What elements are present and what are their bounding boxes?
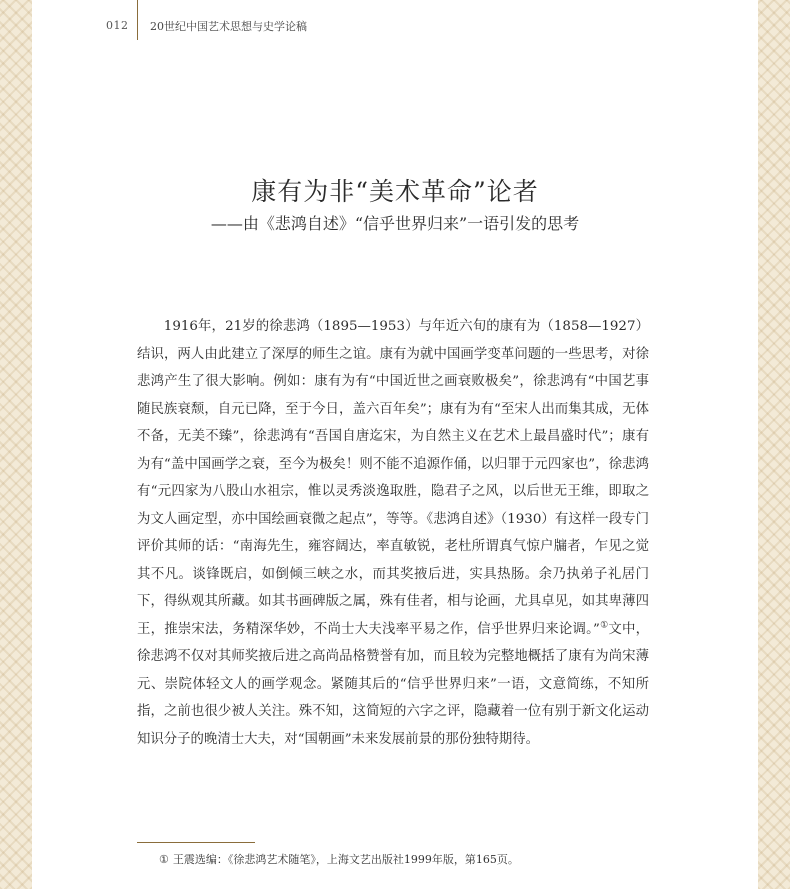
body-paragraph: [137, 313, 649, 753]
footnote-marker: ①: [159, 853, 169, 866]
article-body: [137, 313, 649, 753]
body-text-part1: 1916年，21岁的徐悲鸿（1895—1953）与年近六旬的康有为（1858—1927）结识，两人由此建立了深厚的师生之谊。康有为就中国画学变革问题的一些思考，对徐悲鸿产生了很大影响。例如：康有为有“中国近世之画衰败极矣”，徐悲鸿有“中国艺事随民族衰颓，自元已降，至于今日，盖六百年矣”；康有为有“至宋人出而集其成，无体不备，无美不臻”，徐悲鸿有“吾国自唐迄宋，为自然主义在艺术上最昌盛时代”；康有为有“盖中国画学之衰，至今为极矣！则不能不追源作俑，以归罪于元四家也”，徐悲鸿有“元四家为八股山水祖宗，惟以灵秀淡逸取胜，隐君子之风，以后世无王维，即取之为文人画定型，亦中国绘画衰微之起点”，等等。《悲鸿自述》（1930）有这样一段专门评价其师的话：“南海先生，雍容阔达，率直敏锐，老杜所谓真气惊户牖者，乍见之觉其不凡。谈锋既启，如倒倾三峡之水，而其奖掖后进，实具热肠。余乃执弟子礼居门下，得纵观其所藏。如其书画碑版之属，殊有佳者，相与论画，尤具卓见，如其卑薄四王，推崇宋法，务精深华妙，不尚士大夫浅率平易之作，信乎世界归来论调。”: [137, 319, 649, 637]
footnote: [159, 851, 519, 867]
header-divider: [137, 0, 138, 40]
page-number: 012: [106, 19, 129, 32]
body-text-part2: 文中，徐悲鸿不仅对其师奖掖后进之高尚品格赞誉有加，而且较为完整地概括了康有为尚宋薄元、崇院体轻文人的画学观念。紧随其后的“信乎世界归来”一语，文意简练，不知所指，之前也很少被人关注。殊不知，这简短的六字之评，隐藏着一位有别于新文化运动知识分子的晚清士大夫，对“国朝画”未来发展前景的那份独特期待。: [137, 621, 649, 747]
footnote-reference[interactable]: ①: [599, 620, 609, 631]
article-subtitle: ——由《悲鸿自述》“信乎世界归来”一语引发的思考: [210, 214, 580, 233]
decorative-border-left: [0, 0, 32, 889]
footnote-text: 王震选编：《徐悲鸿艺术随笔》，上海文艺出版社1999年版，第165页。: [172, 853, 519, 866]
footnote-divider: [137, 842, 255, 843]
article-title: 康有为非“美术革命”论者: [251, 177, 539, 206]
running-title: 20世纪中国艺术思想与史学论稿: [150, 20, 307, 33]
decorative-border-right: [758, 0, 790, 889]
